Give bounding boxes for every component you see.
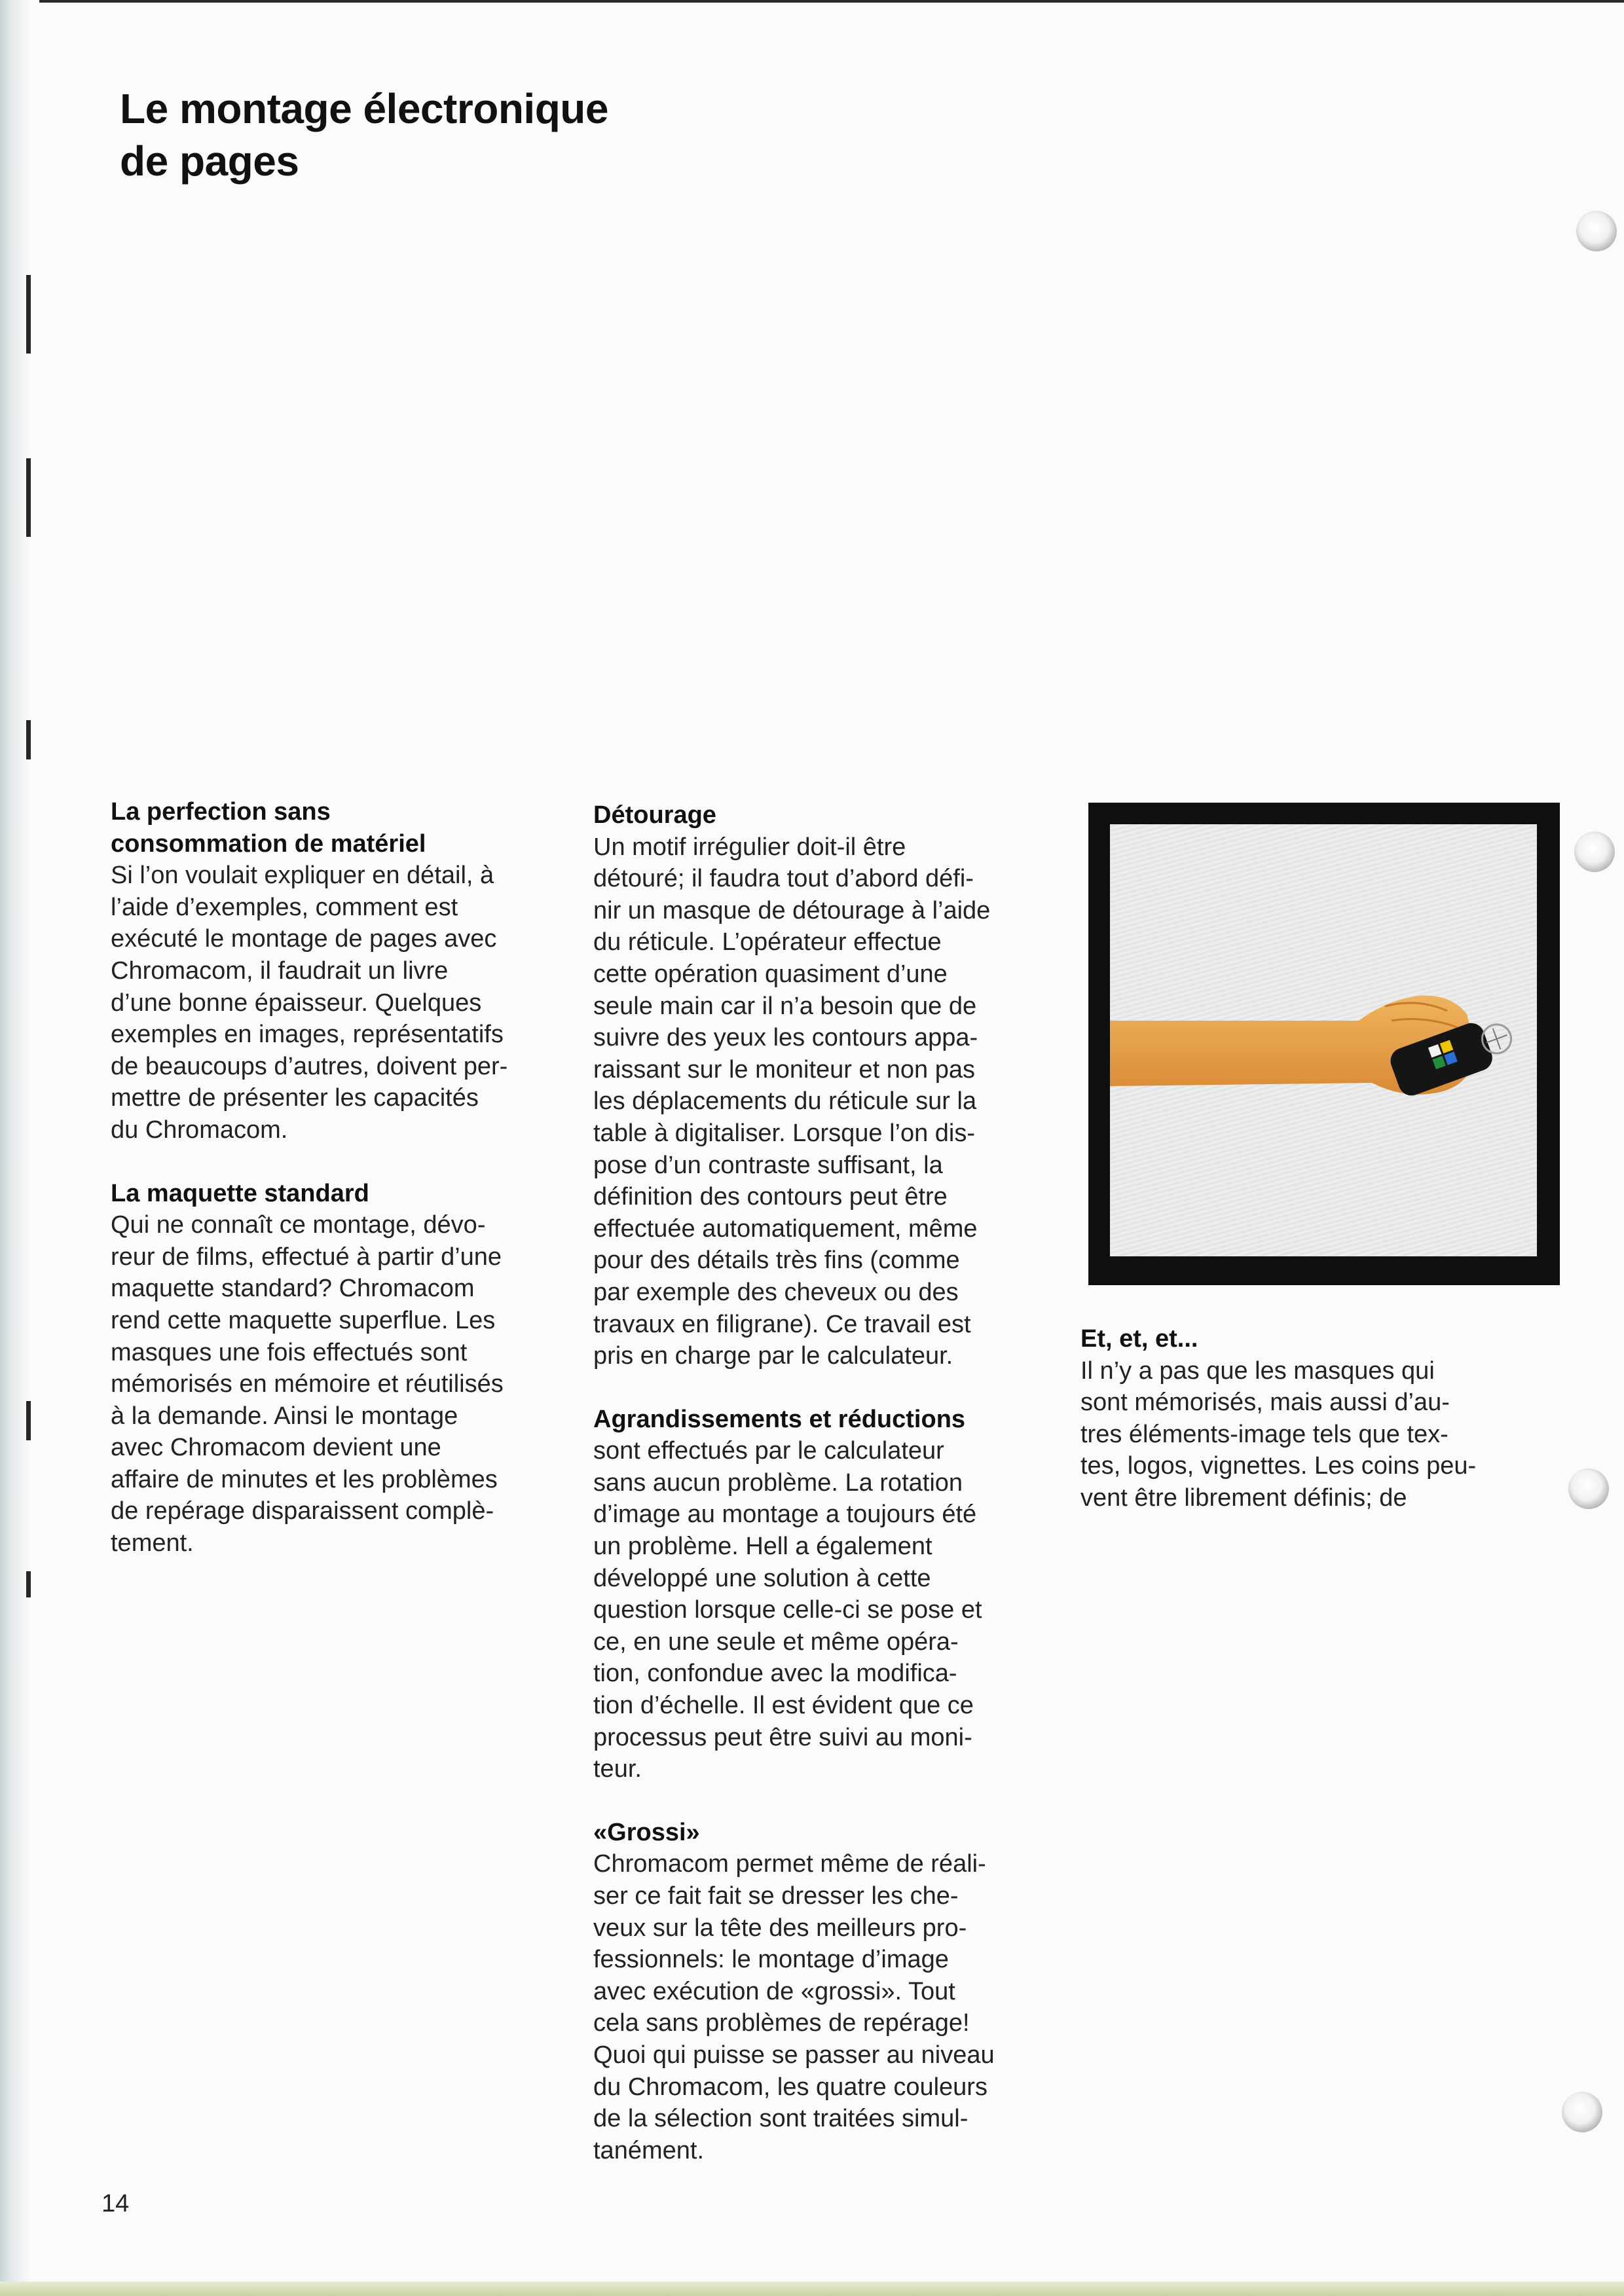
text-line: d’image au montage a toujours été bbox=[593, 1501, 977, 1529]
heading-line: consommation de matériel bbox=[111, 829, 426, 858]
text-line: de repérage disparaissent complè- bbox=[111, 1497, 494, 1525]
text-line: teur. bbox=[593, 1755, 642, 1783]
text-line: pose d’un contraste suffisant, la bbox=[593, 1151, 943, 1179]
heading-line: La perfection sans bbox=[111, 798, 331, 826]
text-line: veux sur la tête des meilleurs pro- bbox=[593, 1914, 967, 1942]
text-line: sont effectués par le calculateur bbox=[593, 1437, 944, 1465]
text-line: nir un masque de détourage à l’aide bbox=[593, 896, 991, 924]
text-line: tion d’échelle. Il est évident que ce bbox=[593, 1692, 974, 1720]
text-line: table à digitaliser. Lorsque l’on dis- bbox=[593, 1119, 976, 1147]
text-line: de la sélection sont traitées simul- bbox=[593, 2105, 969, 2133]
text-line: un problème. Hell a également bbox=[593, 1533, 932, 1561]
text-line: exemples en images, représentatifs bbox=[111, 1021, 504, 1049]
text-line: tion, confondue avec la modifica- bbox=[593, 1660, 957, 1688]
text-line: tres éléments-image tels que tex- bbox=[1080, 1420, 1449, 1448]
text-line: fessionnels: le montage d’image bbox=[593, 1946, 949, 1974]
text-line: processus peut être suivi au moni- bbox=[593, 1723, 972, 1751]
section-body-maquette bbox=[111, 1209, 569, 1559]
photo-frame bbox=[1088, 803, 1560, 1285]
punch-hole bbox=[1568, 1468, 1609, 1509]
text-line: Chromacom permet même de réali- bbox=[593, 1850, 986, 1878]
text-line: de beaucoups d’autres, doivent per- bbox=[111, 1052, 508, 1080]
text-line: du Chromacom, les quatre couleurs bbox=[593, 2073, 987, 2101]
punch-hole bbox=[1576, 211, 1617, 251]
text-line: avec Chromacom devient une bbox=[111, 1434, 441, 1462]
bottom-strip bbox=[0, 2282, 1624, 2296]
text-line: à la demande. Ainsi le montage bbox=[111, 1402, 458, 1430]
hand-on-digitizer-puck-icon bbox=[1110, 824, 1537, 1256]
text-line: ser ce fait fait se dresser les che- bbox=[593, 1882, 959, 1910]
text-line: tanément. bbox=[593, 2136, 704, 2164]
text-line: affaire de minutes et les problèmes bbox=[111, 1465, 498, 1493]
text-line: définition des contours peut être bbox=[593, 1183, 948, 1211]
column-right bbox=[1080, 1323, 1539, 1514]
binding-mark bbox=[26, 275, 31, 354]
section-heading-et-et-et: Et, et, et... bbox=[1080, 1325, 1198, 1353]
text-line: suivre des yeux les contours appa- bbox=[593, 1024, 978, 1052]
section-heading-detourage: Détourage bbox=[593, 801, 716, 829]
text-line: cette opération quasiment d’une bbox=[593, 960, 948, 988]
text-line: les déplacements du réticule sur la bbox=[593, 1087, 977, 1116]
title-line: Le montage électronique bbox=[120, 85, 608, 132]
text-line: raissant sur le moniteur et non pas bbox=[593, 1055, 975, 1084]
section-body-et-et-et bbox=[1080, 1355, 1539, 1514]
binding-mark bbox=[26, 458, 31, 537]
text-line: Chromacom, il faudrait un livre bbox=[111, 957, 449, 985]
text-line: exécuté le montage de pages avec bbox=[111, 925, 497, 953]
text-line: masques une fois effectués sont bbox=[111, 1338, 468, 1366]
text-line: mettre de présenter les capacités bbox=[111, 1084, 479, 1112]
photo-hand-on-digitizer bbox=[1110, 824, 1537, 1256]
section-body-agrandissements bbox=[593, 1435, 1052, 1785]
punch-hole bbox=[1574, 831, 1615, 872]
title-line: de pages bbox=[120, 137, 299, 185]
text-line: pris en charge par le calculateur. bbox=[593, 1342, 953, 1370]
text-line: sont mémorisés, mais aussi d’au- bbox=[1080, 1389, 1450, 1417]
punch-hole bbox=[1562, 2092, 1602, 2132]
text-line: tement. bbox=[111, 1529, 194, 1558]
binding-mark bbox=[26, 1401, 31, 1440]
text-line: maquette standard? Chromacom bbox=[111, 1275, 475, 1303]
text-line: ce, en une seule et même opéra- bbox=[593, 1628, 959, 1656]
top-border bbox=[39, 0, 1624, 3]
text-line: mémorisés en mémoire et réutilisés bbox=[111, 1370, 504, 1398]
text-line: Quoi qui puisse se passer au niveau bbox=[593, 2041, 995, 2069]
text-line: Il n’y a pas que les masques qui bbox=[1080, 1357, 1435, 1385]
text-line: cela sans problèmes de repérage! bbox=[593, 2009, 970, 2037]
text-line: tes, logos, vignettes. Les coins peu- bbox=[1080, 1452, 1477, 1480]
text-line: Si l’on voulait expliquer en détail, à bbox=[111, 862, 494, 890]
text-line: l’aide d’exemples, comment est bbox=[111, 893, 458, 921]
text-line: Un motif irrégulier doit-il être bbox=[593, 833, 906, 861]
text-line: Qui ne connaît ce montage, dévo- bbox=[111, 1211, 486, 1239]
text-line: rend cette maquette superflue. Les bbox=[111, 1306, 496, 1334]
text-line: question lorsque celle-ci se pose et bbox=[593, 1596, 982, 1624]
binding-mark bbox=[26, 720, 31, 759]
text-line: sans aucun problème. La rotation bbox=[593, 1468, 963, 1497]
page-title bbox=[120, 82, 775, 187]
page-number: 14 bbox=[101, 2190, 130, 2217]
column-left bbox=[111, 796, 569, 1559]
section-body-perfection bbox=[111, 860, 569, 1146]
text-line: avec exécution de «grossi». Tout bbox=[593, 1977, 955, 2005]
text-line: reur de films, effectué à partir d’une bbox=[111, 1243, 502, 1271]
text-line: développé une solution à cette bbox=[593, 1564, 931, 1592]
column-middle bbox=[593, 799, 1052, 2166]
section-heading-agrandissements: Agrandissements et réductions bbox=[593, 1405, 966, 1433]
section-heading-grossi: «Grossi» bbox=[593, 1818, 700, 1846]
text-line: vent être librement définis; de bbox=[1080, 1484, 1407, 1512]
section-body-detourage bbox=[593, 831, 1052, 1372]
binding-mark bbox=[26, 1571, 31, 1597]
text-line: par exemple des cheveux ou des bbox=[593, 1278, 959, 1306]
section-heading-perfection bbox=[111, 796, 569, 860]
section-body-grossi bbox=[593, 1848, 1052, 2166]
text-line: pour des détails très fins (comme bbox=[593, 1247, 960, 1275]
text-line: détouré; il faudra tout d’abord défi- bbox=[593, 865, 974, 893]
text-line: du réticule. L’opérateur effectue bbox=[593, 928, 942, 957]
text-line: du Chromacom. bbox=[111, 1116, 288, 1144]
text-line: travaux en filigrane). Ce travail est bbox=[593, 1310, 971, 1338]
text-line: d’une bonne épaisseur. Quelques bbox=[111, 989, 482, 1017]
section-heading-maquette: La maquette standard bbox=[111, 1179, 369, 1207]
text-line: seule main car il n’a besoin que de bbox=[593, 992, 977, 1020]
text-line: effectuée automatiquement, même bbox=[593, 1214, 978, 1243]
